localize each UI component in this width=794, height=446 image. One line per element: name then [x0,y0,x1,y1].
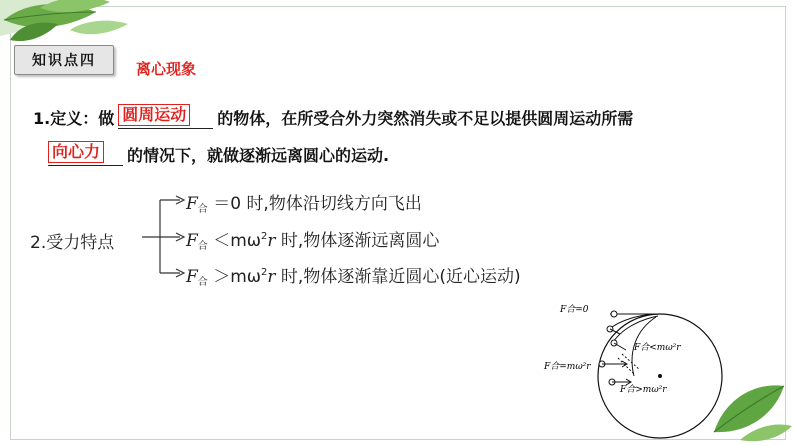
condition-greater [186,262,521,288]
force-subscript: 合 [197,204,208,215]
label-equal: F合=mω²r [544,362,591,372]
condition-result: 时,物体逐渐远离圆心 [280,231,440,251]
definition-suffix: 的情况下，就做逐渐远离圆心的运动. [127,146,390,165]
answer-1: 圆周运动 [118,104,190,126]
section-title: 离心现象 [136,60,197,78]
definition-middle: 的物体，在所受合外力突然消失或不足以提供圆周运动所需 [217,109,634,128]
relation: ＝0 [213,194,242,214]
branch-arrows [140,190,188,280]
definition-line-1 [33,106,633,129]
definition-prefix: 1.定义：做 [33,109,115,128]
condition-less [186,226,439,252]
relation: ＜mω [213,231,261,251]
features-label: 2.受力特点 [30,233,115,253]
omega-superscript: 2 [261,267,268,278]
answer-2: 向心力 [48,141,104,163]
definition-line-2 [48,143,389,166]
force-subscript: 合 [197,277,208,288]
knowledge-point-badge: 知识点四 [14,45,114,75]
radius-symbol: r [267,231,276,251]
radius-symbol: r [267,267,276,287]
force-symbol: F [186,231,198,251]
force-subscript: 合 [197,241,208,252]
condition-result: 时,物体逐渐靠近圆心(近心运动) [280,267,521,287]
object-zero [611,311,617,317]
force-symbol: F [186,194,198,214]
condition-zero [186,189,422,215]
centrifugal-diagram [530,296,780,444]
relation: ＞mω [213,267,261,287]
label-zero: F合=0 [560,305,589,315]
circle-center [658,374,662,378]
answer-blank-2 [48,142,123,166]
label-greater: F合>mω²r [620,385,667,395]
force-symbol: F [186,267,198,287]
omega-superscript: 2 [261,231,268,242]
label-less: F合<mω²r [634,343,681,353]
answer-blank-1 [118,105,213,129]
condition-result: 时,物体沿切线方向飞出 [246,194,422,214]
